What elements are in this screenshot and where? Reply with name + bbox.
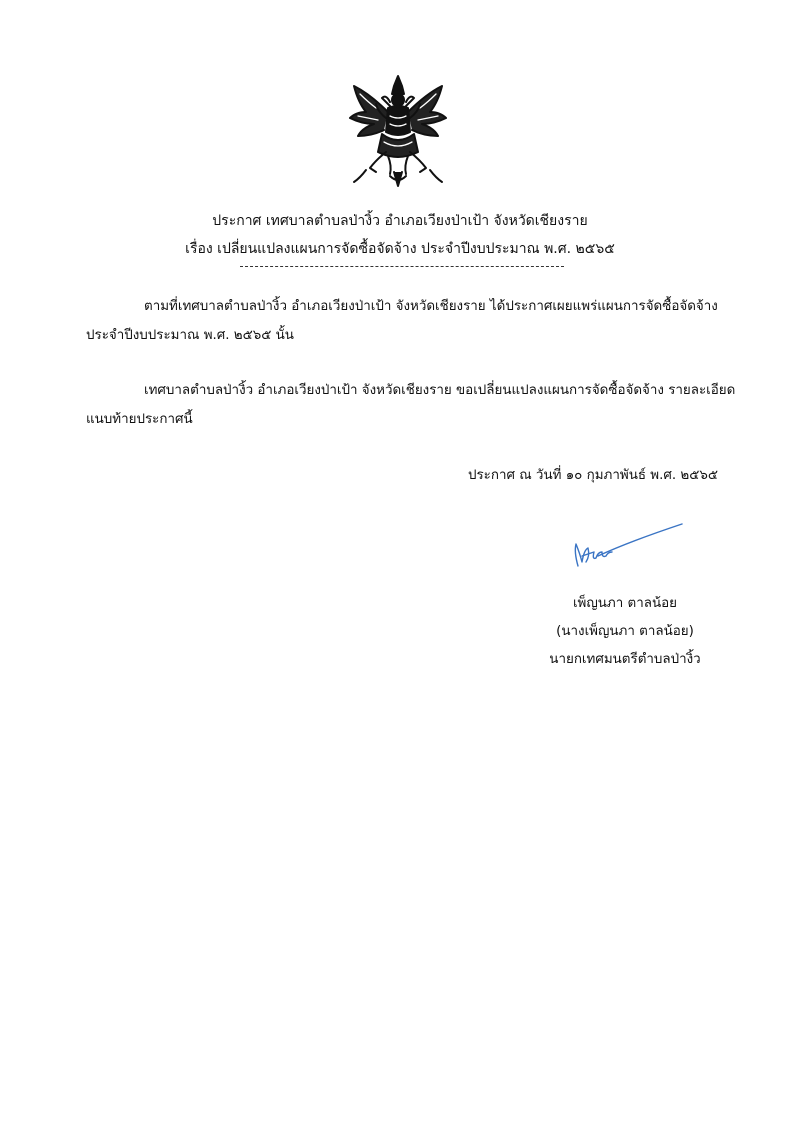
paragraph-1-line-1: ตามที่เทศบาลตำบลป่างิ้ว อำเภอเวียงป่าเป้า จังหวัดเชียงราย ได้ประกาศเผยแพร่แผนการจัดซื้อจัดจ้าง bbox=[144, 299, 718, 314]
header-divider bbox=[240, 266, 564, 267]
paragraph-2-line-1: เทศบาลตำบลป่างิ้ว อำเภอเวียงป่าเป้า จังหวัดเชียงราย ขอเปลี่ยนแปลงแผนการจัดซื้อจัดจ้าง รายละเอียด bbox=[144, 383, 736, 398]
announcement-subject: เรื่อง เปลี่ยนแปลงแผนการจัดซื้อจัดจ้าง ประจำปีงบประมาณ พ.ศ. ๒๕๖๕ bbox=[185, 241, 615, 257]
garuda-emblem-icon bbox=[346, 72, 450, 188]
paragraph-2-line-2: แนบท้ายประกาศนี้ bbox=[86, 412, 193, 427]
paragraph-1-line-2: ประจำปีงบประมาณ พ.ศ. ๒๕๖๕ นั้น bbox=[86, 328, 294, 343]
signatory-position: นายกเทศมนตรีตำบลป่างิ้ว bbox=[549, 652, 701, 667]
handwritten-signature-icon bbox=[568, 518, 686, 574]
signatory-name: เพ็ญนภา ตาลน้อย bbox=[572, 596, 678, 611]
announcement-date: ประกาศ ณ วันที่ ๑๐ กุมภาพันธ์ พ.ศ. ๒๕๖๕ bbox=[467, 468, 718, 483]
announcement-title: ประกาศ เทศบาลตำบลป่างิ้ว อำเภอเวียงป่าเป้า จังหวัดเชียงราย bbox=[212, 213, 588, 229]
signatory-full-name: (นางเพ็ญนภา ตาลน้อย) bbox=[556, 624, 694, 639]
signature-block bbox=[530, 590, 720, 674]
